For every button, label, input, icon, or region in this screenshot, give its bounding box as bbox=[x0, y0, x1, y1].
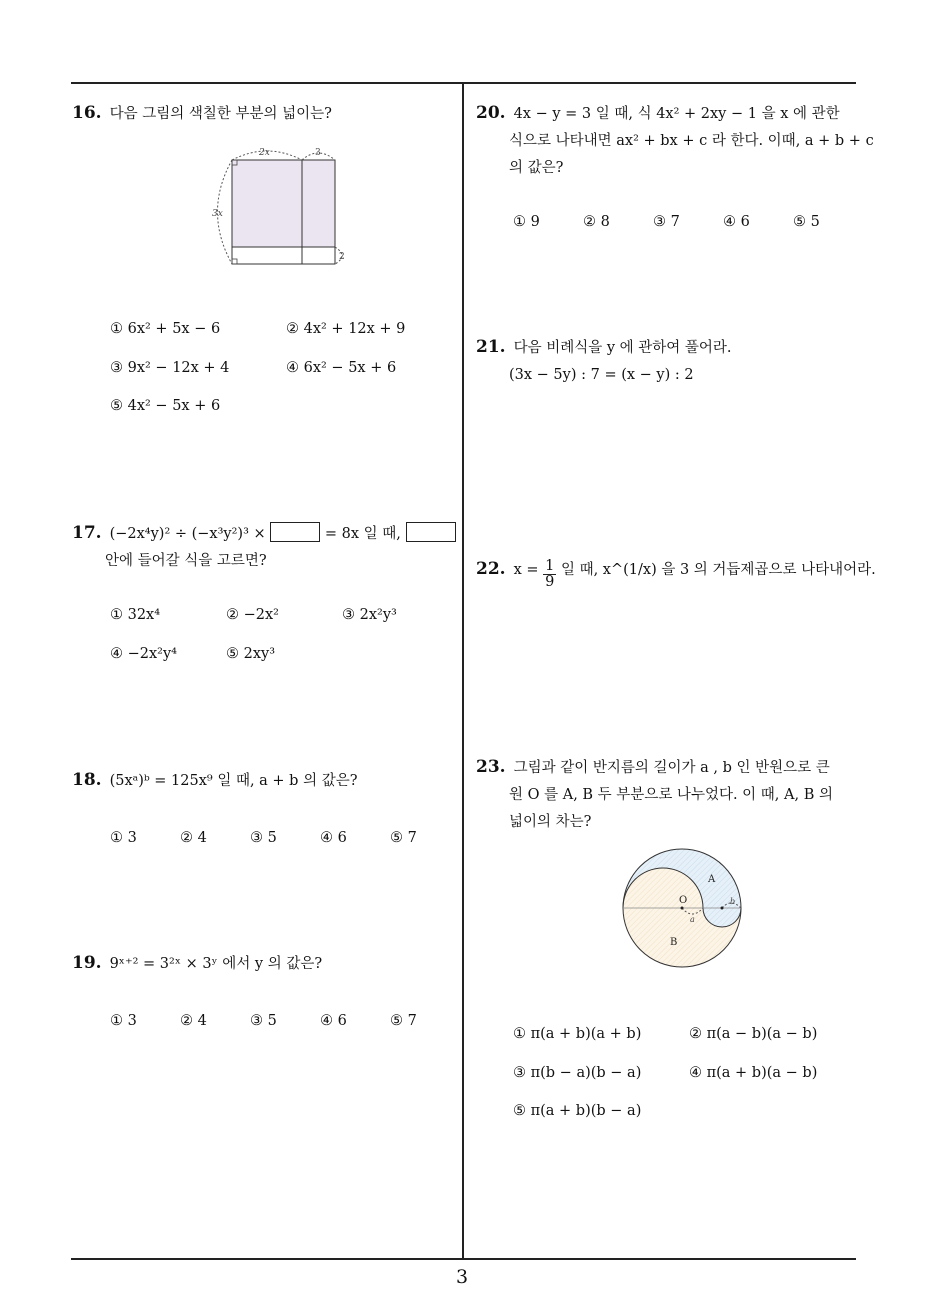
bottom-rule bbox=[71, 1258, 856, 1260]
question-number: 18. bbox=[72, 770, 102, 790]
question-17 bbox=[72, 520, 456, 575]
label-a-region: A bbox=[708, 874, 716, 885]
q20-option-4[interactable]: ④ 6 bbox=[723, 214, 750, 230]
question-text-line-1: 4x − y = 3 일 때, 식 4x² + 2xy − 1 을 x 에 관한 bbox=[513, 106, 840, 122]
page-number: 3 bbox=[456, 1266, 469, 1288]
label-b-region: B bbox=[670, 937, 678, 948]
q18-option-2[interactable]: ② 4 bbox=[180, 830, 207, 846]
question-number: 17. bbox=[72, 523, 102, 543]
question-number: 22. bbox=[476, 559, 506, 579]
label-o: O bbox=[679, 895, 688, 906]
q23-option-5[interactable]: ⑤ π(a + b)(b − a) bbox=[513, 1103, 642, 1119]
label-3x: 3x bbox=[212, 209, 223, 219]
question-text-part-2: = 8x 일 때, bbox=[324, 526, 401, 542]
q23-option-3[interactable]: ③ π(b − a)(b − a) bbox=[513, 1065, 642, 1081]
question-text-line-3: 의 값은? bbox=[509, 160, 564, 176]
question-22 bbox=[476, 556, 876, 590]
q17-option-2[interactable]: ② −2x² bbox=[226, 607, 279, 623]
q17-option-3[interactable]: ③ 2x²y³ bbox=[342, 607, 397, 623]
q19-option-5[interactable]: ⑤ 7 bbox=[390, 1013, 417, 1029]
q19-option-4[interactable]: ④ 6 bbox=[320, 1013, 347, 1029]
q18-option-4[interactable]: ④ 6 bbox=[320, 830, 347, 846]
question-21 bbox=[476, 334, 732, 389]
question-text-pre: x = bbox=[513, 562, 539, 578]
column-divider bbox=[462, 82, 464, 1258]
question-text-post: 일 때, x^(1/x) 을 3 의 거듭제곱으로 나타내어라. bbox=[560, 562, 876, 578]
question-23 bbox=[476, 754, 833, 836]
label-radius-a: a bbox=[690, 915, 695, 924]
q20-option-2[interactable]: ② 8 bbox=[583, 214, 610, 230]
question-number: 21. bbox=[476, 337, 506, 357]
q17-option-5[interactable]: ⑤ 2xy³ bbox=[226, 646, 276, 662]
top-rule bbox=[71, 82, 856, 84]
question-number: 20. bbox=[476, 103, 506, 123]
shaded-region bbox=[232, 160, 335, 247]
question-number: 16. bbox=[72, 103, 102, 123]
q18-option-3[interactable]: ③ 5 bbox=[250, 830, 277, 846]
question-text-line-1: 그림과 같이 반지름의 길이가 a , b 인 반원으로 큰 bbox=[513, 760, 830, 776]
q20-option-5[interactable]: ⑤ 5 bbox=[793, 214, 820, 230]
circle-figure bbox=[620, 846, 750, 972]
question-text: 다음 그림의 색칠한 부분의 넓이는? bbox=[109, 106, 332, 122]
center-point-small bbox=[721, 907, 724, 910]
question-number: 23. bbox=[476, 757, 506, 777]
question-16 bbox=[72, 100, 332, 128]
question-20 bbox=[476, 100, 874, 182]
question-number: 19. bbox=[72, 953, 102, 973]
question-text-line-2: 안에 들어갈 식을 고르면? bbox=[105, 553, 267, 569]
q16-option-3[interactable]: ③ 9x² − 12x + 4 bbox=[110, 360, 230, 376]
q16-option-2[interactable]: ② 4x² + 12x + 9 bbox=[286, 321, 406, 337]
question-text-line-1: 다음 비례식을 y 에 관하여 풀어라. bbox=[513, 340, 732, 356]
q17-option-4[interactable]: ④ −2x²y⁴ bbox=[110, 646, 177, 662]
q23-option-1[interactable]: ① π(a + b)(a + b) bbox=[513, 1026, 642, 1042]
label-2x: 2x bbox=[259, 148, 270, 158]
q23-option-4[interactable]: ④ π(a + b)(a − b) bbox=[689, 1065, 818, 1081]
question-text-part-1: (−2x⁴y)² ÷ (−x³y²)³ × bbox=[109, 526, 266, 542]
answer-blank-box bbox=[406, 522, 456, 542]
q20-option-3[interactable]: ③ 7 bbox=[653, 214, 680, 230]
answer-blank-box bbox=[270, 522, 320, 542]
label-radius-b: b bbox=[730, 897, 736, 906]
q16-option-4[interactable]: ④ 6x² − 5x + 6 bbox=[286, 360, 397, 376]
center-point-o bbox=[681, 907, 684, 910]
q23-option-2[interactable]: ② π(a − b)(a − b) bbox=[689, 1026, 818, 1042]
q18-option-1[interactable]: ① 3 bbox=[110, 830, 137, 846]
question-19 bbox=[72, 950, 322, 978]
question-text-line-3: 넓이의 차는? bbox=[509, 814, 592, 830]
q17-option-1[interactable]: ① 32x⁴ bbox=[110, 607, 161, 623]
question-text: 9ˣ⁺² = 3²ˣ × 3ʸ 에서 y 의 값은? bbox=[109, 956, 323, 972]
q20-option-1[interactable]: ① 9 bbox=[513, 214, 540, 230]
q19-option-1[interactable]: ① 3 bbox=[110, 1013, 137, 1029]
fraction-one-ninth: $\frac{1}{9}$ bbox=[545, 558, 555, 590]
label-3: 3 bbox=[315, 148, 321, 158]
proportion-equation: (3x − 5y) : 7 = (x − y) : 2 bbox=[509, 367, 694, 383]
q16-option-1[interactable]: ① 6x² + 5x − 6 bbox=[110, 321, 221, 337]
question-18 bbox=[72, 767, 357, 795]
q19-option-3[interactable]: ③ 5 bbox=[250, 1013, 277, 1029]
question-text-line-2: 식으로 나타내면 ax² + bx + c 라 한다. 이때, a + b + c bbox=[509, 133, 874, 149]
rectangle-figure bbox=[205, 140, 355, 270]
q19-option-2[interactable]: ② 4 bbox=[180, 1013, 207, 1029]
question-text: (5xᵃ)ᵇ = 125x⁹ 일 때, a + b 의 값은? bbox=[109, 773, 358, 789]
right-angle-mark-bottom bbox=[232, 259, 237, 264]
question-text-line-2: 원 O 를 A, B 두 부분으로 나누었다. 이 때, A, B 의 bbox=[509, 787, 833, 803]
q16-option-5[interactable]: ⑤ 4x² − 5x + 6 bbox=[110, 398, 221, 414]
label-2: 2 bbox=[339, 252, 345, 262]
q18-option-5[interactable]: ⑤ 7 bbox=[390, 830, 417, 846]
